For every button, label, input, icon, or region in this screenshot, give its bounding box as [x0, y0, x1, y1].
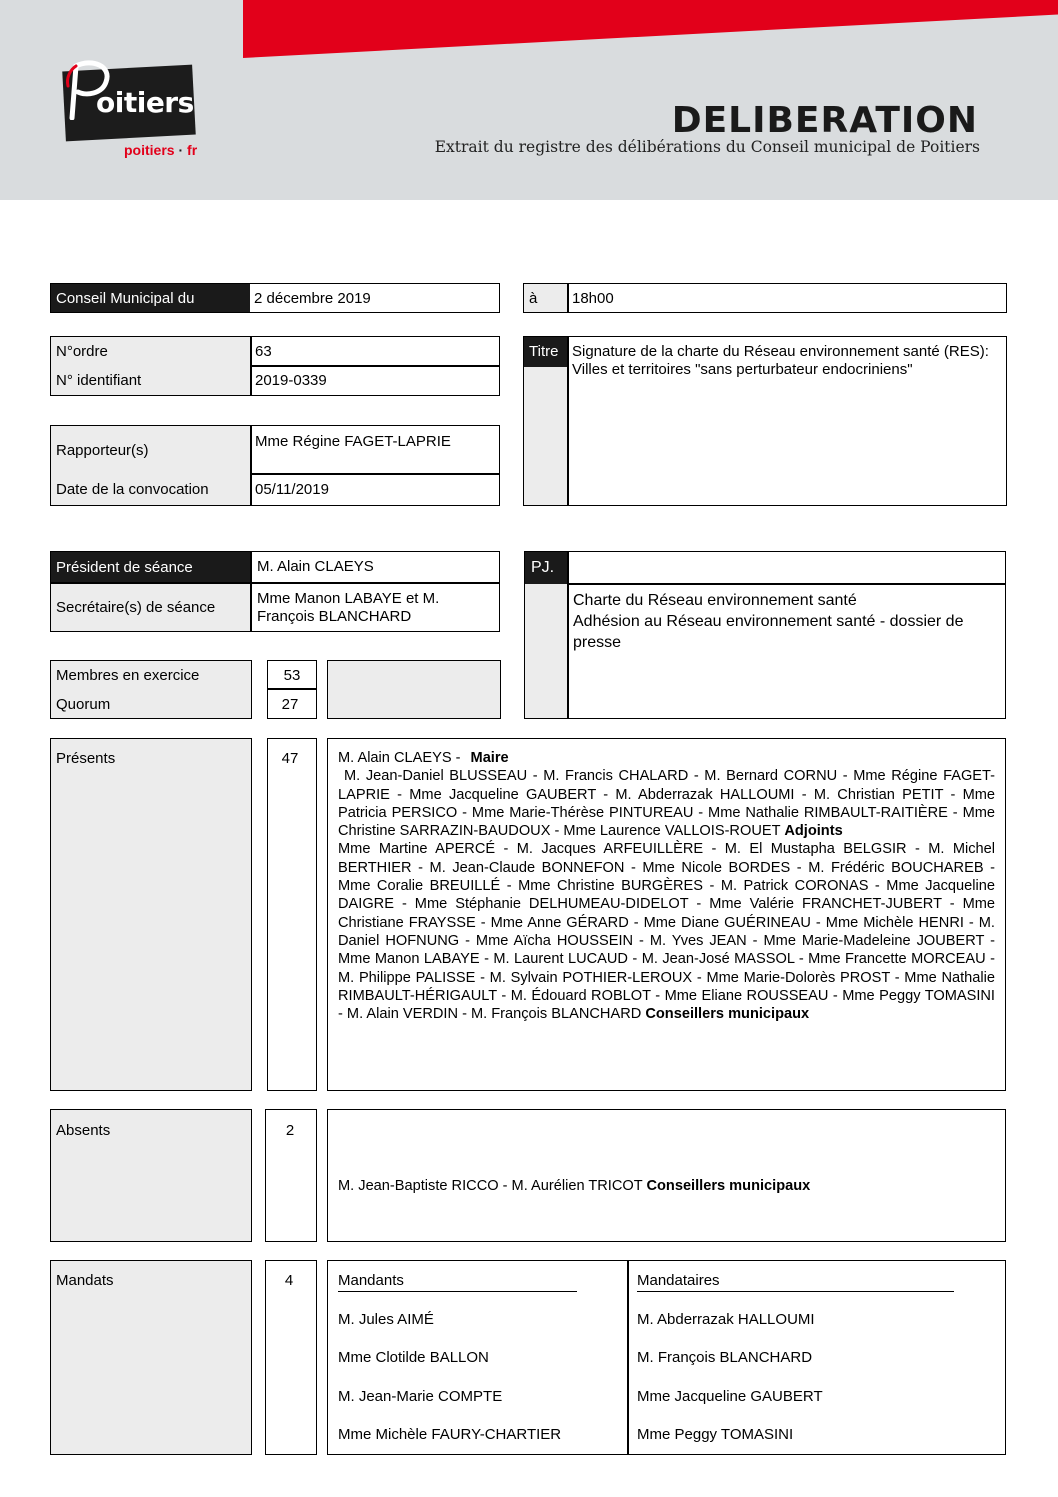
order-num: 63: [255, 343, 272, 360]
president-label: Président de séance: [56, 559, 193, 576]
absents-list-box: [327, 1109, 1006, 1242]
membres-blank-box: [327, 660, 501, 719]
convocation-label: Date de la convocation: [56, 481, 209, 498]
at-label: à: [529, 290, 538, 307]
title-label-fill: [524, 367, 567, 505]
mandats-label: Mandats: [56, 1272, 114, 1289]
presents-label: Présents: [56, 750, 116, 767]
order-id-label: N° identifiant: [56, 372, 142, 389]
quorum-value: 27: [281, 696, 299, 713]
absents-label: Absents: [56, 1122, 111, 1139]
pj-item: Charte du Réseau environnement santé: [573, 592, 857, 609]
logo-wordmark: oitiers: [96, 86, 194, 119]
divider: [567, 583, 1005, 585]
rapporteur-label: Rapporteur(s): [56, 442, 149, 459]
divider: [251, 473, 499, 475]
pj-item: Adhésion au Réseau environnement santé - dossier de presse: [573, 613, 964, 651]
mandants-header: Mandants: [338, 1272, 577, 1292]
presents-maire: M. Alain CLAEYS - Maire: [338, 750, 509, 766]
divider: [268, 688, 316, 690]
pj-label-fill: [525, 584, 567, 718]
page-subtitle: Extrait du registre des délibérations du Conseil municipal de Poitiers: [434, 138, 980, 156]
divider: [567, 552, 569, 718]
title-label: Titre: [529, 343, 559, 360]
secretary-label: Secrétaire(s) de séance: [56, 599, 216, 616]
rapporteur-value: Mme Régine FAGET-LAPRIE: [255, 433, 451, 450]
mandats-count: 4: [284, 1272, 294, 1289]
divider: [567, 284, 569, 312]
presents-label-box: [50, 738, 252, 1091]
pj-label: PJ.: [531, 559, 555, 576]
mandataires-header: Mandataires: [637, 1272, 954, 1292]
deliberation-title: Signature de la charte du Réseau environnement santé (RES): Villes et territoires "sans perturbateur endocriniens": [572, 343, 989, 378]
mandant-item: M. Jules AIMÉ: [338, 1311, 434, 1328]
divider: [251, 365, 499, 367]
mandataire-item: M. Abderrazak HALLOUMI: [637, 1311, 815, 1328]
presents-count: 47: [281, 750, 299, 767]
order-num-label: N°ordre: [56, 343, 108, 360]
mandant-item: Mme Michèle FAURY-CHARTIER: [338, 1426, 562, 1443]
absents-list: M. Jean-Baptiste RICCO - M. Aurélien TRICOT Conseillers municipaux: [338, 1178, 811, 1194]
presents-adjoints: M. Jean-Daniel BLUSSEAU - M. Francis CHALARD - M. Bernard CORNU - Mme Régine FAGET-LAPRIE - Mme Jacqueline GAUBERT - M. Abderrazak HALLOUMI - M. Christian PETIT - Mme Patricia PERSICO - Mme Marie-Thérèse PINTUREAU - Mme Nathalie RIMBAULT-RAITIÈRE - Mme Christine SARRAZIN-BAUDOUX - Mme Laurence VALLOIS-ROUET Adjoints: [338, 768, 995, 840]
meeting-date: 2 décembre 2019: [254, 290, 371, 307]
convocation-date: 05/11/2019: [255, 481, 329, 498]
divider: [567, 337, 569, 505]
secretary-value: Mme Manon LABAYE et M. François BLANCHARD: [257, 590, 440, 625]
meeting-time: 18h00: [572, 290, 614, 307]
membres-value: 53: [283, 667, 301, 684]
divider: [51, 582, 499, 584]
presents-count-box: [267, 738, 317, 1091]
divider: [250, 552, 252, 631]
logo-url: poitiers · fr: [124, 142, 198, 158]
membres-label: Membres en exercice: [56, 667, 200, 684]
meeting-label: Conseil Municipal du: [51, 284, 250, 312]
presents-conseillers: Mme Martine APERCÉ - M. Jacques ARFEUILLÈRE - M. El Mustapha BELGSIR - M. Michel BERTHIER - M. Jean-Claude BONNEFON - Mme Nicole BORDES - M. Frédéric BOUCHAREB - Mme Coralie BREUILLÉ - Mme Christine BURGÈRES - M. Patrick CORONAS - Mme Jacqueline DAIGRE - Mme Stéphanie DELHUMEAU-DIDELOT - Mme Valérie FRANCHET-JUBERT - Mme Christiane FRAYSSE - Mme Anne GÉRARD - Mme Diane GUÉRINEAU - Mme Michèle HENRI - M. Daniel HOFNUNG - Mme Aïcha HOUSSEIN - M. Yves JEAN - Mme Marie-Madeleine JOUBERT - Mme Manon LABAYE - M. Laurent LUCAUD - M. Jean-José MASSOL - Mme Francette MORCEAU - M. Philippe PALISSE - M. Sylvain POTHIER-LEROUX - Mme Marie-Dolorès PROST - Mme Nathalie RIMBAULT-HÉRIGAULT - M. Édouard ROBLOT - Mme Eliane ROUSSEAU - Mme Peggy TOMASINI - M. Alain VERDIN - M. François BLANCHARD Conseillers municipaux: [338, 841, 995, 1023]
mandataire-item: Mme Jacqueline GAUBERT: [637, 1388, 823, 1405]
absents-count: 2: [285, 1122, 295, 1139]
presents-list: [338, 749, 995, 1023]
order-id: 2019-0339: [255, 372, 327, 389]
mandant-item: M. Jean-Marie COMPTE: [338, 1388, 503, 1405]
quorum-label: Quorum: [56, 696, 111, 713]
divider: [250, 426, 252, 505]
president-value: M. Alain CLAEYS: [257, 558, 374, 575]
page-title: DELIBERATION: [671, 100, 978, 141]
divider: [627, 1261, 629, 1454]
mandant-item: Mme Clotilde BALLON: [338, 1349, 489, 1366]
mandataire-item: M. François BLANCHARD: [637, 1349, 813, 1366]
mandataire-item: Mme Peggy TOMASINI: [637, 1426, 794, 1443]
